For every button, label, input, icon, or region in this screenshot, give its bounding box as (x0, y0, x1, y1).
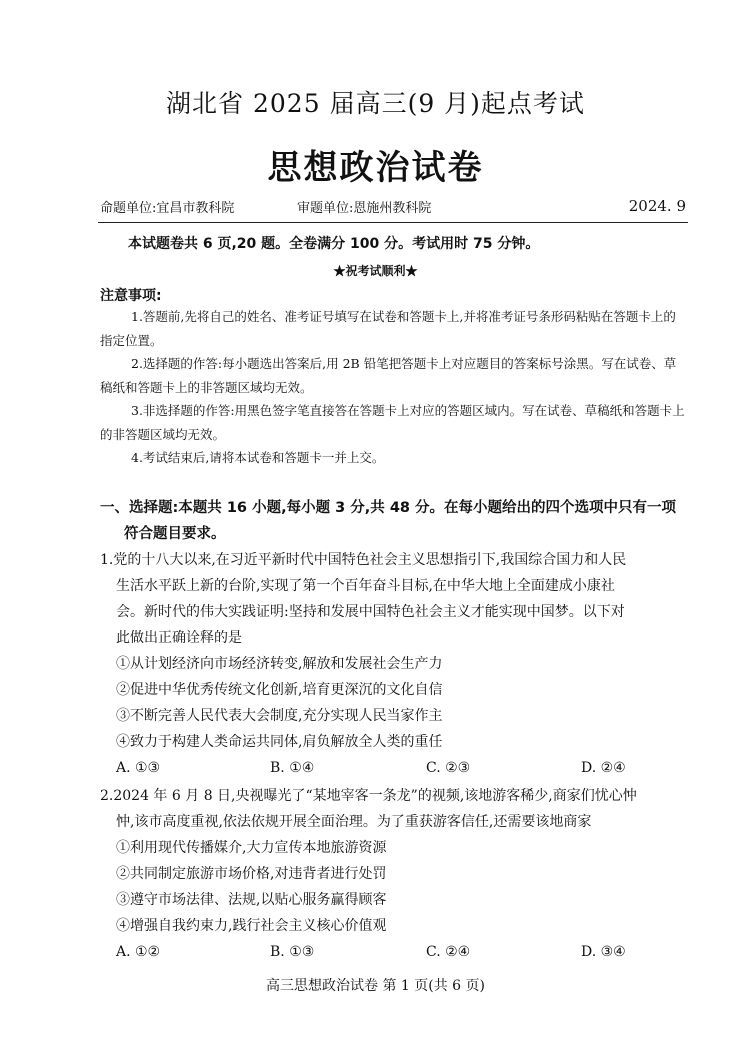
notice-item: 1.答题前,先将自己的姓名、准考证号填写在试卷和答题卡上,并将准考证号条形码粘贴在答题卡上的指定位置。 (100, 309, 676, 348)
choice-a: A. ①② (116, 944, 161, 960)
statement-option: ①从计划经济向市场经济转变,解放和发展社会生产力 (116, 656, 443, 672)
choice-d: D. ②④ (581, 760, 626, 776)
answer-choices (100, 755, 690, 781)
section-heading-line: 一、选择题:本题共 16 小题,每小题 3 分,共 48 分。在每小题给出的四个选项中只有一项 (100, 500, 677, 516)
author-unit: 命题单位:宜昌市教科院 (100, 201, 235, 216)
statement-option: ①利用现代传播媒介,大力宣传本地旅游资源 (116, 840, 387, 856)
statement-option: ②共同制定旅游市场价格,对违背者进行处罚 (116, 866, 387, 882)
notice-list (100, 305, 688, 470)
notice-item: 3.非选择题的作答:用黑色签字笔直接答在答题卡上对应的答题区域内。写在试卷、草稿纸和答题卡上的非答题区域均无效。 (100, 403, 685, 442)
page-footer: 高三思想政治试卷 第 1 页(共 6 页) (266, 978, 485, 994)
question-stem: 1.党的十八大以来,在习近平新时代中国特色社会主义思想指引下,我国综合国力和人民 (100, 552, 627, 568)
statement-option: ③不断完善人民代表大会制度,充分实现人民当家作主 (116, 708, 443, 724)
exam-info: 本试题卷共 6 页,20 题。全卷满分 100 分。考试用时 75 分钟。 (128, 236, 540, 252)
choice-d: D. ③④ (581, 944, 626, 960)
question-stem-line: 此做出正确诠释的是 (116, 630, 242, 646)
header-divider (98, 222, 688, 223)
question-stem-line: 会。新时代的伟大实践证明:坚持和发展中国特色社会主义才能实现中国梦。以下对 (116, 604, 625, 620)
question-1 (100, 547, 690, 781)
meta-line (100, 197, 686, 215)
choice-c: C. ②③ (426, 760, 471, 776)
section-heading (100, 495, 690, 547)
answer-choices (100, 939, 690, 965)
notice-item: 4.考试结束后,请将本试卷和答题卡一并上交。 (131, 450, 385, 465)
choice-a: A. ①③ (116, 760, 161, 776)
choice-b: B. ①③ (270, 944, 315, 960)
statement-option: ③遵守市场法律、法规,以贴心服务赢得顾客 (116, 892, 387, 908)
statement-option: ④增强自我约束力,践行社会主义核心价值观 (116, 918, 387, 934)
choice-c: C. ②④ (426, 944, 471, 960)
statement-option: ②促进中华优秀传统文化创新,培育更深沉的文化自信 (116, 682, 443, 698)
exam-date: 2024. 9 (628, 197, 686, 215)
notice-title: 注意事项: (100, 288, 162, 304)
good-luck-banner: ★祝考试顺利★ (333, 264, 418, 278)
statement-option: ④致力于构建人类命运共同体,肩负解放全人类的重任 (116, 734, 443, 750)
question-stem-line: 忡,该市高度重视,依法依规开展全面治理。为了重获游客信任,还需要该地商家 (116, 814, 592, 830)
exam-title: 湖北省 2025 届高三(9 月)起点考试 (166, 89, 585, 118)
question-stem-line: 生活水平跃上新的台阶,实现了第一个百年奋斗目标,在中华大地上全面建成小康社 (116, 578, 615, 594)
review-unit: 审题单位:恩施州教科院 (297, 201, 432, 216)
choice-b: B. ①④ (270, 760, 315, 776)
question-stem: 2.2024 年 6 月 8 日,央视曝光了“某地宰客一条龙”的视频,该地游客稀少,商家们忧心忡 (100, 788, 637, 804)
section-heading-line: 符合题目要求。 (124, 526, 226, 542)
notice-item: 2.选择题的作答:每小题选出答案后,用 2B 铅笔把答题卡上对应题目的答案标号涂黑。写在试卷、草稿纸和答题卡上的非答题区域均无效。 (100, 356, 677, 395)
subject-title: 思想政治试卷 (267, 148, 484, 188)
question-2 (100, 783, 690, 965)
